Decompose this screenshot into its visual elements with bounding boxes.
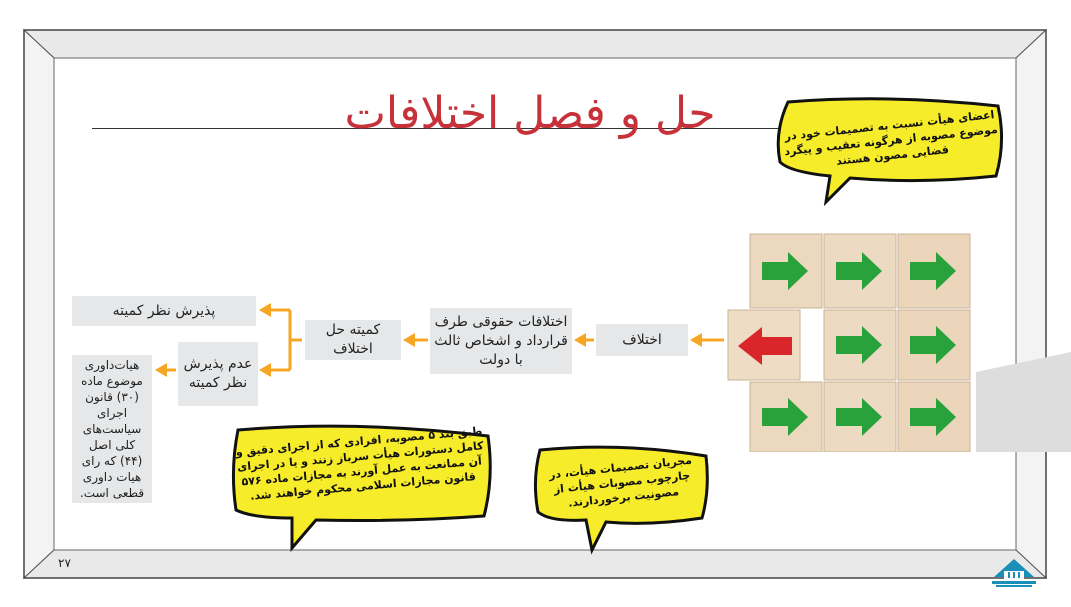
box-dispute: اختلاف	[596, 324, 688, 356]
bubble-bottom-right-text: مجریان تصمیمات هیأت، در چارچوب مصوبات هیأت از مصونیت برخوردارند.	[548, 453, 693, 510]
blocks-illustration	[726, 232, 1071, 452]
box-arbitration: هیات‌داوری موضوع ماده (۳۰) قانون اجرای سیاست‌های کلی اصل (۴۴) که رای هیات داوری قطعی است.	[72, 355, 152, 503]
bubble-top-text: اعضای هیأت نسبت به تصمیمات خود در موضوع مصوبه از هرگونه تعقیب و پیگرد قضایی مصون هستند	[783, 108, 999, 168]
box-accept: پذیرش نظر کمیته	[72, 296, 256, 326]
box-committee: کمیته حل اختلاف	[305, 320, 401, 360]
box-dispute-type: اختلافات حقوقی طرف قرارداد و اشخاص ثالث با دولت	[430, 308, 572, 374]
bubble-bottom-left-text: طبق بند ۵ مصوبه، افرادی که از اجرای دقیق و کامل دستورات هیأت سرباز زنند و یا در اجرای آن ممانعت به عمل آورند به مجازات ماده ۵۷۶ قانون مجازات اسلامی محکوم خواهند شد.	[235, 424, 485, 503]
page-number: ۲۷	[58, 556, 71, 570]
box-reject: عدم پذیرش نظر کمیته	[178, 342, 258, 406]
logo-icon	[988, 557, 1040, 589]
page-title: حل و فصل اختلافات	[344, 88, 716, 139]
